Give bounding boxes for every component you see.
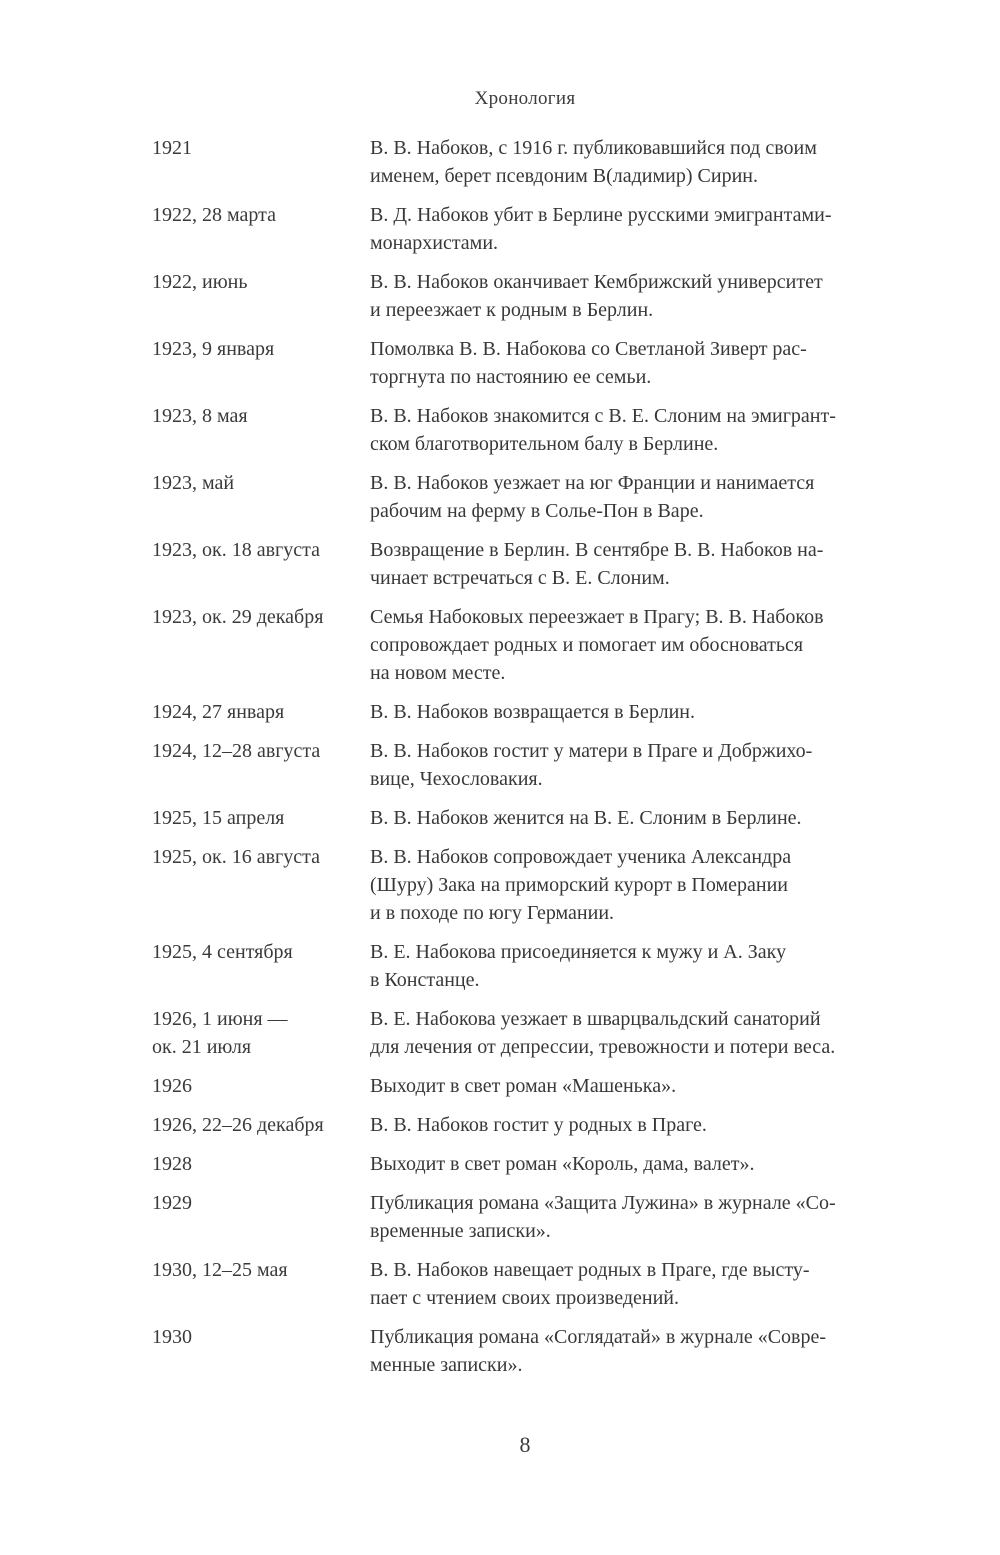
- entry-date: 1923, 9 января: [152, 338, 275, 360]
- chronology-entry: [152, 402, 912, 458]
- entry-date: 1929: [152, 1192, 192, 1214]
- entry-date: 1924, 27 января: [152, 701, 285, 723]
- entry-text: Выходит в свет роман «Машенька».: [370, 1075, 677, 1097]
- entry-date: 1923, ок. 29 декабря: [152, 606, 324, 628]
- entry-text: Семья Набоковых переезжает в Прагу; В. В. Набоков сопровождает родных и помогает им обосноваться на новом месте.: [370, 606, 824, 684]
- entry-date: 1923, ок. 18 августа: [152, 539, 320, 561]
- entry-text: В. В. Набоков уезжает на юг Франции и нанимается рабочим на ферму в Солье-Пон в Варе.: [370, 472, 815, 522]
- chronology-entry: [152, 1256, 912, 1312]
- chronology-entry: [152, 469, 912, 525]
- chronology-entry: [152, 804, 912, 832]
- entry-date: 1923, 8 мая: [152, 405, 248, 427]
- entry-date: 1925, 4 сентября: [152, 941, 293, 963]
- entry-text: В. В. Набоков знакомится с В. Е. Слоним на эмигрант- ском благотворительном балу в Берлине.: [370, 405, 836, 455]
- entry-text: В. В. Набоков гостит у родных в Праге.: [370, 1114, 707, 1136]
- entry-date: 1925, ок. 16 августа: [152, 846, 320, 868]
- entry-text: В. В. Набоков женится на В. Е. Слоним в Берлине.: [370, 807, 802, 829]
- chronology-entry: [152, 201, 912, 257]
- entry-text: Возвращение в Берлин. В сентябре В. В. Набоков на- чинает встречаться с В. Е. Слоним.: [370, 539, 824, 589]
- entry-date: 1926, 22–26 декабря: [152, 1114, 324, 1136]
- chronology-entry: [152, 1111, 912, 1139]
- entry-date: 1928: [152, 1153, 192, 1175]
- entry-text: Публикация романа «Соглядатай» в журнале «Совре- менные записки».: [370, 1326, 827, 1376]
- entry-date: 1923, май: [152, 472, 235, 494]
- entry-date: 1930, 12–25 мая: [152, 1259, 288, 1281]
- chronology-entry: [152, 1072, 912, 1100]
- chronology-entry: [152, 1189, 912, 1245]
- chronology-entry: [152, 1150, 912, 1178]
- entry-text: В. В. Набоков оканчивает Кембрижский университет и переезжает к родным в Берлин.: [370, 271, 823, 321]
- chronology-entry: [152, 737, 912, 793]
- page-number: 8: [519, 1432, 531, 1457]
- entry-text: В. В. Набоков возвращается в Берлин.: [370, 701, 695, 723]
- chronology-entry: [152, 843, 912, 927]
- entry-date: 1925, 15 апреля: [152, 807, 285, 829]
- entry-text: В. В. Набоков сопровождает ученика Александра (Шуру) Зака на приморский курорт в Померании и в походе по югу Германии.: [370, 846, 792, 924]
- entry-date: 1924, 12–28 августа: [152, 740, 321, 762]
- entry-date: 1930: [152, 1326, 192, 1348]
- entry-text: В. В. Набоков навещает родных в Праге, где высту- пает с чтением своих произведений.: [370, 1259, 810, 1309]
- chronology-entry: [152, 938, 912, 994]
- chronology-entry: [152, 1323, 912, 1379]
- entry-date: 1922, 28 марта: [152, 204, 276, 226]
- chronology-table: [152, 134, 912, 1390]
- entry-date: 1926: [152, 1075, 192, 1097]
- entry-text: Выходит в свет роман «Король, дама, валет».: [370, 1153, 755, 1175]
- entry-text: В. В. Набоков гостит у матери в Праге и Добржихо- вице, Чехословакия.: [370, 740, 813, 790]
- entry-date: 1921: [152, 137, 192, 159]
- entry-text: В. В. Набоков, с 1916 г. публиковавшийся под своим именем, берет псевдоним В(ладимир) Сирин.: [370, 137, 817, 187]
- entry-text: В. Е. Набокова уезжает в шварцвальдский санаторий для лечения от депрессии, тревожности и потери веса.: [370, 1008, 836, 1058]
- entry-text: В. Е. Набокова присоединяется к мужу и А. Заку в Констанце.: [370, 941, 787, 991]
- chronology-entry: [152, 1005, 912, 1061]
- chronology-entry: [152, 603, 912, 687]
- chronology-entry: [152, 268, 912, 324]
- chronology-entry: [152, 536, 912, 592]
- entry-date: 1922, июнь: [152, 271, 248, 293]
- entry-date: 1926, 1 июня — ок. 21 июля: [152, 1008, 288, 1058]
- entry-text: Публикация романа «Защита Лужина» в журнале «Со- временные записки».: [370, 1192, 836, 1242]
- running-head: Хронология: [474, 88, 576, 109]
- chronology-entry: [152, 698, 912, 726]
- entry-text: В. Д. Набоков убит в Берлине русскими эмигрантами- монархистами.: [370, 204, 832, 254]
- entry-text: Помолвка В. В. Набокова со Светланой Зиверт рас- торгнута по настоянию ее семьи.: [370, 338, 807, 388]
- chronology-entry: [152, 134, 912, 190]
- chronology-entry: [152, 335, 912, 391]
